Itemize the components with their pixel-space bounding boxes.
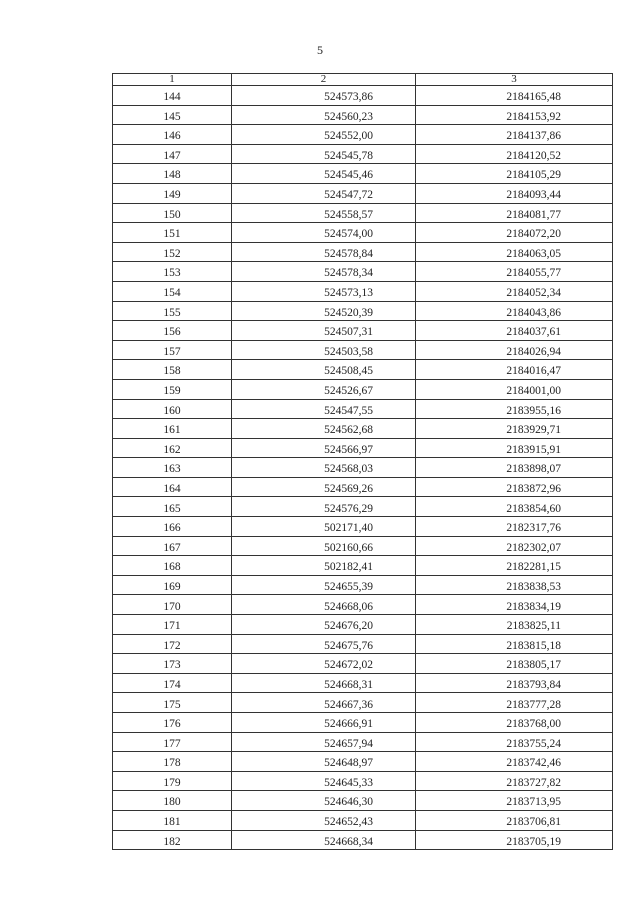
y-coordinate-cell: 2183872,96	[416, 477, 613, 497]
table-header	[113, 74, 613, 86]
y-coordinate-cell: 2184055,77	[416, 262, 613, 282]
x-coordinate-cell: 502171,40	[232, 517, 416, 537]
point-number-cell: 161	[113, 419, 232, 439]
x-coordinate-cell: 524545,46	[232, 164, 416, 184]
point-number-cell: 176	[113, 713, 232, 733]
x-coordinate-cell: 524566,97	[232, 438, 416, 458]
table-row	[113, 321, 613, 341]
x-coordinate-cell: 524508,45	[232, 360, 416, 380]
table-row	[113, 164, 613, 184]
y-coordinate-cell: 2183777,28	[416, 693, 613, 713]
point-number-cell: 169	[113, 575, 232, 595]
point-number-cell: 145	[113, 105, 232, 125]
y-coordinate-cell: 2182302,07	[416, 536, 613, 556]
x-coordinate-cell: 524675,76	[232, 634, 416, 654]
y-coordinate-cell: 2184072,20	[416, 223, 613, 243]
point-number-cell: 158	[113, 360, 232, 380]
y-coordinate-cell: 2184026,94	[416, 340, 613, 360]
table-row	[113, 379, 613, 399]
point-number-cell: 182	[113, 830, 232, 850]
x-coordinate-cell: 524547,72	[232, 183, 416, 203]
header-col-2: 2	[232, 74, 416, 86]
x-coordinate-cell: 524569,26	[232, 477, 416, 497]
x-coordinate-cell: 524576,29	[232, 497, 416, 517]
point-number-cell: 153	[113, 262, 232, 282]
point-number-cell: 179	[113, 771, 232, 791]
x-coordinate-cell: 524646,30	[232, 791, 416, 811]
table-row	[113, 732, 613, 752]
point-number-cell: 148	[113, 164, 232, 184]
x-coordinate-cell: 524545,78	[232, 144, 416, 164]
point-number-cell: 178	[113, 752, 232, 772]
table-row	[113, 810, 613, 830]
table-row	[113, 693, 613, 713]
table-row	[113, 497, 613, 517]
y-coordinate-cell: 2183915,91	[416, 438, 613, 458]
table-row	[113, 791, 613, 811]
x-coordinate-cell: 502182,41	[232, 556, 416, 576]
x-coordinate-cell: 524552,00	[232, 125, 416, 145]
x-coordinate-cell: 524676,20	[232, 615, 416, 635]
x-coordinate-cell: 524652,43	[232, 810, 416, 830]
page-number: 5	[317, 43, 323, 57]
table-row	[113, 438, 613, 458]
table-row	[113, 830, 613, 850]
table-row	[113, 86, 613, 106]
header-col-1: 1	[113, 74, 232, 86]
y-coordinate-cell: 2184043,86	[416, 301, 613, 321]
x-coordinate-cell: 524666,91	[232, 713, 416, 733]
y-coordinate-cell: 2183706,81	[416, 810, 613, 830]
y-coordinate-cell: 2184093,44	[416, 183, 613, 203]
point-number-cell: 172	[113, 634, 232, 654]
y-coordinate-cell: 2183825,11	[416, 615, 613, 635]
x-coordinate-cell: 524578,84	[232, 242, 416, 262]
x-coordinate-cell: 524568,03	[232, 458, 416, 478]
point-number-cell: 174	[113, 673, 232, 693]
table-row	[113, 634, 613, 654]
y-coordinate-cell: 2183713,95	[416, 791, 613, 811]
table-row	[113, 242, 613, 262]
point-number-cell: 150	[113, 203, 232, 223]
x-coordinate-cell: 524667,36	[232, 693, 416, 713]
y-coordinate-cell: 2184037,61	[416, 321, 613, 341]
point-number-cell: 163	[113, 458, 232, 478]
point-number-cell: 146	[113, 125, 232, 145]
table-row	[113, 575, 613, 595]
point-number-cell: 147	[113, 144, 232, 164]
point-number-cell: 157	[113, 340, 232, 360]
point-number-cell: 151	[113, 223, 232, 243]
y-coordinate-cell: 2184137,86	[416, 125, 613, 145]
point-number-cell: 160	[113, 399, 232, 419]
table-row	[113, 125, 613, 145]
point-number-cell: 165	[113, 497, 232, 517]
y-coordinate-cell: 2183768,00	[416, 713, 613, 733]
header-row	[113, 74, 613, 86]
header-col-3: 3	[416, 74, 613, 86]
y-coordinate-cell: 2183742,46	[416, 752, 613, 772]
point-number-cell: 149	[113, 183, 232, 203]
table-row	[113, 517, 613, 537]
y-coordinate-cell: 2184081,77	[416, 203, 613, 223]
point-number-cell: 162	[113, 438, 232, 458]
table-row	[113, 536, 613, 556]
table-row	[113, 399, 613, 419]
table-row	[113, 713, 613, 733]
table-row	[113, 183, 613, 203]
x-coordinate-cell: 524578,34	[232, 262, 416, 282]
point-number-cell: 156	[113, 321, 232, 341]
y-coordinate-cell: 2184016,47	[416, 360, 613, 380]
table-row	[113, 262, 613, 282]
x-coordinate-cell: 524558,57	[232, 203, 416, 223]
point-number-cell: 180	[113, 791, 232, 811]
table-row	[113, 615, 613, 635]
y-coordinate-cell: 2184105,29	[416, 164, 613, 184]
point-number-cell: 154	[113, 281, 232, 301]
x-coordinate-cell: 524573,13	[232, 281, 416, 301]
y-coordinate-cell: 2184120,52	[416, 144, 613, 164]
y-coordinate-cell: 2183838,53	[416, 575, 613, 595]
point-number-cell: 166	[113, 517, 232, 537]
y-coordinate-cell: 2183805,17	[416, 654, 613, 674]
y-coordinate-cell: 2184001,00	[416, 379, 613, 399]
table-row	[113, 340, 613, 360]
point-number-cell: 167	[113, 536, 232, 556]
point-number-cell: 177	[113, 732, 232, 752]
point-number-cell: 171	[113, 615, 232, 635]
point-number-cell: 175	[113, 693, 232, 713]
y-coordinate-cell: 2183705,19	[416, 830, 613, 850]
x-coordinate-cell: 524574,00	[232, 223, 416, 243]
table-row	[113, 223, 613, 243]
table-row	[113, 105, 613, 125]
point-number-cell: 173	[113, 654, 232, 674]
table-row	[113, 203, 613, 223]
x-coordinate-cell: 524573,86	[232, 86, 416, 106]
x-coordinate-cell: 524657,94	[232, 732, 416, 752]
point-number-cell: 164	[113, 477, 232, 497]
table-row	[113, 654, 613, 674]
x-coordinate-cell: 524503,58	[232, 340, 416, 360]
x-coordinate-cell: 524560,23	[232, 105, 416, 125]
table-row	[113, 281, 613, 301]
y-coordinate-cell: 2183854,60	[416, 497, 613, 517]
y-coordinate-cell: 2183727,82	[416, 771, 613, 791]
y-coordinate-cell: 2183815,18	[416, 634, 613, 654]
x-coordinate-cell: 524526,67	[232, 379, 416, 399]
point-number-cell: 181	[113, 810, 232, 830]
y-coordinate-cell: 2183755,24	[416, 732, 613, 752]
y-coordinate-cell: 2184063,05	[416, 242, 613, 262]
table-row	[113, 477, 613, 497]
x-coordinate-cell: 524562,68	[232, 419, 416, 439]
point-number-cell: 159	[113, 379, 232, 399]
x-coordinate-cell: 524668,34	[232, 830, 416, 850]
table-row	[113, 752, 613, 772]
x-coordinate-cell: 524547,55	[232, 399, 416, 419]
y-coordinate-cell: 2184165,48	[416, 86, 613, 106]
x-coordinate-cell: 524507,31	[232, 321, 416, 341]
y-coordinate-cell: 2183929,71	[416, 419, 613, 439]
table-row	[113, 595, 613, 615]
table-row	[113, 360, 613, 380]
x-coordinate-cell: 524520,39	[232, 301, 416, 321]
y-coordinate-cell: 2183834,19	[416, 595, 613, 615]
point-number-cell: 144	[113, 86, 232, 106]
table-body	[113, 86, 613, 850]
y-coordinate-cell: 2184052,34	[416, 281, 613, 301]
table-row	[113, 419, 613, 439]
y-coordinate-cell: 2183898,07	[416, 458, 613, 478]
x-coordinate-cell: 524645,33	[232, 771, 416, 791]
point-number-cell: 168	[113, 556, 232, 576]
x-coordinate-cell: 524648,97	[232, 752, 416, 772]
y-coordinate-cell: 2183793,84	[416, 673, 613, 693]
table-row	[113, 458, 613, 478]
y-coordinate-cell: 2182317,76	[416, 517, 613, 537]
y-coordinate-cell: 2184153,92	[416, 105, 613, 125]
x-coordinate-cell: 524668,06	[232, 595, 416, 615]
point-number-cell: 152	[113, 242, 232, 262]
coordinates-table	[112, 73, 613, 850]
point-number-cell: 170	[113, 595, 232, 615]
table-row	[113, 673, 613, 693]
table-row	[113, 301, 613, 321]
point-number-cell: 155	[113, 301, 232, 321]
y-coordinate-cell: 2182281,15	[416, 556, 613, 576]
table-row	[113, 771, 613, 791]
x-coordinate-cell: 524672,02	[232, 654, 416, 674]
x-coordinate-cell: 524668,31	[232, 673, 416, 693]
table-row	[113, 556, 613, 576]
x-coordinate-cell: 524655,39	[232, 575, 416, 595]
y-coordinate-cell: 2183955,16	[416, 399, 613, 419]
x-coordinate-cell: 502160,66	[232, 536, 416, 556]
table-row	[113, 144, 613, 164]
